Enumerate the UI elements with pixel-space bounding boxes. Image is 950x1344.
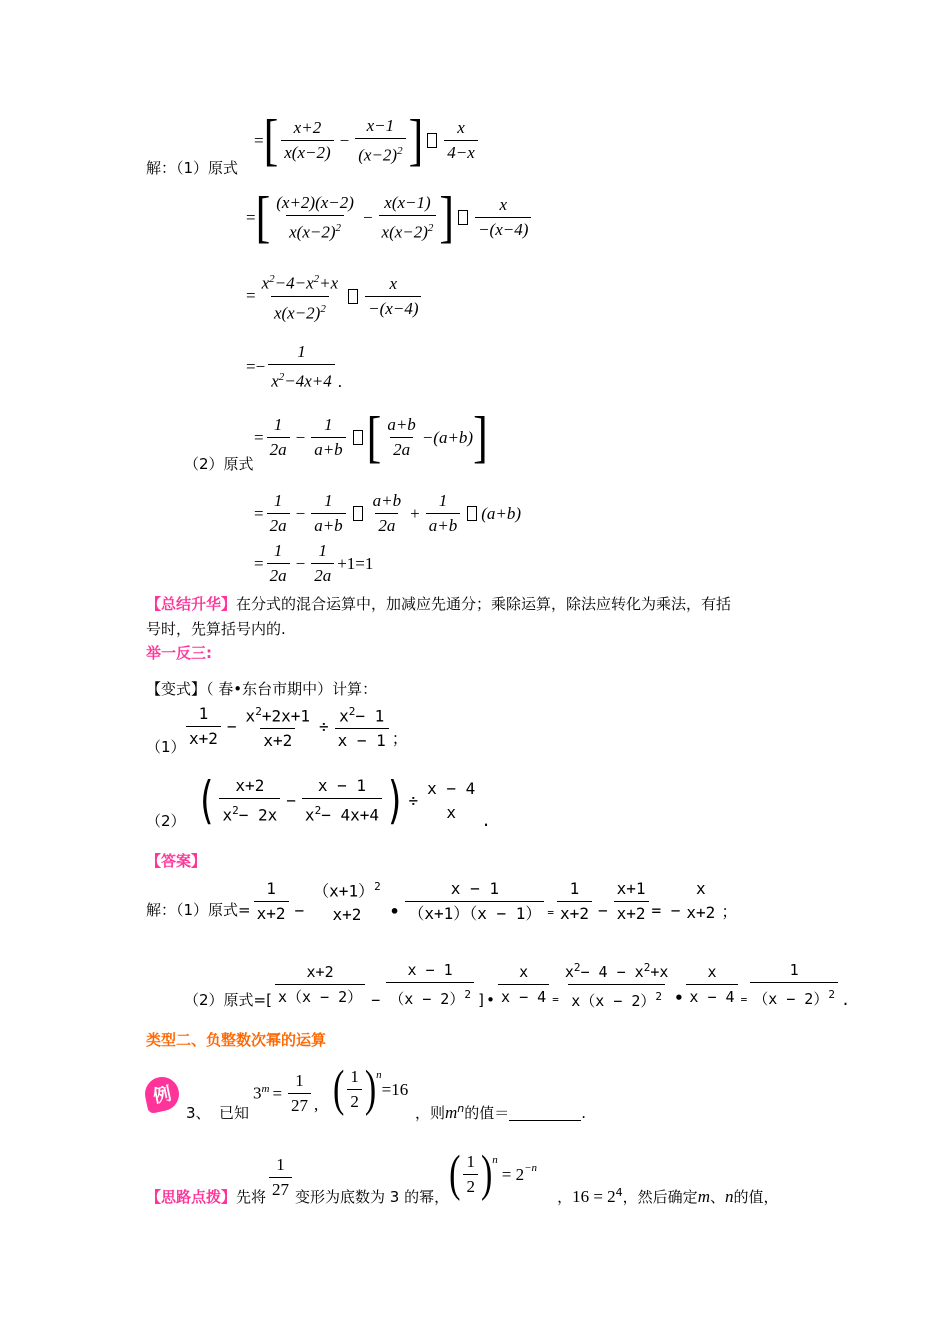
divide: ÷ bbox=[408, 791, 419, 810]
missing-glyph-box bbox=[467, 506, 477, 521]
example-badge: 例 bbox=[142, 1074, 182, 1114]
fraction: $\frac{1}{2a}$ bbox=[311, 540, 334, 587]
missing-glyph-box bbox=[353, 430, 363, 445]
equals: = bbox=[547, 905, 555, 919]
fraction: $\frac{1}{a+b}$ bbox=[311, 414, 345, 461]
fraction: $\frac{1}{x^2-4x+4}$ bbox=[268, 341, 335, 393]
answer-2 bbox=[184, 957, 850, 1012]
dot: • bbox=[674, 988, 684, 1007]
fraction: $\frac{1}{2}$ bbox=[463, 1151, 478, 1198]
answer-1 bbox=[146, 876, 737, 926]
answer-2-expression bbox=[272, 957, 850, 1012]
equation-line-7 bbox=[254, 540, 373, 587]
missing-glyph-box bbox=[427, 133, 437, 148]
fraction: $\frac{x+2}{x^2- 2x}$ bbox=[219, 775, 280, 826]
answer-tag: 【答案】 bbox=[146, 852, 207, 870]
solution-label: 解：（1）原式 bbox=[146, 159, 239, 177]
variant-tag: 【变式】 bbox=[146, 680, 207, 698]
equals-minus: =− bbox=[246, 356, 266, 376]
fraction: $\frac{x(x-1)}{x(x-2)^2}$ bbox=[379, 192, 437, 244]
fraction: $\frac{1}{2}$ bbox=[347, 1066, 362, 1113]
paren-close: ) bbox=[364, 1061, 377, 1117]
question-2 bbox=[196, 771, 491, 830]
missing-glyph-box bbox=[348, 289, 358, 304]
period: . bbox=[337, 371, 342, 391]
fraction: $\frac{1}{27}$ bbox=[269, 1154, 292, 1201]
fraction: $\frac{1}{a+b}$ bbox=[426, 490, 460, 537]
variant-source: （ 春•东台市期中）计算： bbox=[206, 680, 378, 698]
summary-tag: 【总结升华】 bbox=[146, 595, 237, 613]
fraction: $\frac{x}{4-x}$ bbox=[444, 117, 478, 164]
equals: = bbox=[254, 427, 264, 447]
bracket-close: ] bbox=[439, 185, 455, 250]
bracket-close: ] bbox=[473, 405, 488, 469]
equals: = bbox=[254, 553, 264, 573]
minus: − bbox=[597, 900, 608, 920]
paren-close: ) bbox=[384, 770, 406, 831]
fraction: $\frac{x - 1}{x^2- 4x+4}$ bbox=[302, 775, 382, 826]
fraction: $\frac{x - 1}{(x - 2)^2}$ bbox=[386, 959, 474, 1010]
term: +1=1 bbox=[337, 553, 374, 573]
fraction: $\frac{x+2}{x(x - 2)}$ bbox=[275, 961, 365, 1008]
minus: − bbox=[226, 717, 237, 737]
minus: − bbox=[294, 900, 305, 920]
paren-open: ( bbox=[196, 770, 217, 831]
hint-power: ( $\frac{1}{2}$ ) n = 2 −n bbox=[449, 1146, 538, 1202]
fraction: $\frac{1}{2a}$ bbox=[267, 540, 290, 587]
bracket-close: ] bbox=[408, 108, 424, 173]
fraction: $\frac{x}{x - 4}$ bbox=[498, 961, 549, 1008]
equals: = bbox=[254, 503, 264, 523]
equals-minus: = − bbox=[651, 900, 681, 920]
fraction: $\frac{x-1}{(x-2)^2}$ bbox=[355, 115, 405, 167]
fraction: $\frac{1}{27}$ bbox=[288, 1070, 311, 1117]
answer-2-label: （2）原式=[ bbox=[184, 991, 272, 1009]
fraction: $\frac{(x+2)(x-2)}{x(x-2)^2}$ bbox=[276, 193, 354, 242]
fraction: $\frac{1}{2a}$ bbox=[267, 414, 290, 461]
minus: − bbox=[371, 990, 381, 1009]
period: . bbox=[481, 811, 491, 830]
fraction: $\frac{x+2}{x(x-2)}$ bbox=[281, 117, 333, 164]
fraction: $\frac{x}{-(x-4)}$ bbox=[475, 194, 531, 241]
fraction: $(x+1)^2$ x+2 bbox=[313, 880, 381, 925]
q1-label: （1） bbox=[146, 738, 186, 756]
minus: − bbox=[286, 791, 296, 810]
summary-line-2: 号时，先算括号内的. bbox=[146, 620, 286, 638]
summary-line-1 bbox=[146, 593, 731, 614]
example-equation-2: ( $\frac{1}{2}$ ) n =16 bbox=[333, 1061, 409, 1117]
fraction: $\frac{x}{x - 4}$ bbox=[686, 961, 737, 1008]
fraction: $\frac{x^2- 4 - x^2+x}{x(x - 2)^2}$ bbox=[564, 961, 669, 1010]
equals: = bbox=[246, 207, 256, 227]
q2-label: （2） bbox=[146, 812, 186, 830]
hint-tag: 【思路点拨】 bbox=[146, 1188, 237, 1206]
term: −(a+b) bbox=[421, 427, 474, 447]
missing-glyph-box bbox=[353, 506, 363, 521]
divide: ÷ bbox=[318, 717, 329, 737]
example-given: 已知 bbox=[219, 1104, 250, 1122]
fraction: $\frac{a+b}{2a}$ bbox=[372, 491, 402, 535]
variant-line bbox=[146, 678, 377, 699]
equation-line-4 bbox=[246, 341, 342, 393]
comma: , bbox=[314, 1094, 319, 1114]
bracket-open: [ bbox=[255, 185, 271, 250]
type2-heading: 类型二、负整数次幂的运算 bbox=[146, 1031, 327, 1049]
fraction: $\frac{x+1}{x+2}$ bbox=[614, 878, 649, 925]
example-question: ，则$m^n$的值＝ . bbox=[415, 1102, 587, 1122]
dot: • bbox=[389, 901, 400, 921]
minus: − bbox=[339, 130, 350, 150]
bracket-close: ]• bbox=[476, 990, 496, 1009]
fraction: $\frac{x - 1}{(x+1)(x - 1)}$ bbox=[405, 878, 544, 925]
practice-heading: 举一反三: bbox=[146, 644, 212, 662]
fraction: $\frac{1}{x+2}$ bbox=[254, 878, 289, 925]
summary-text: 在分式的混合运算中，加减应先通分；乘除运算，除法应转化为乘法，有括 bbox=[236, 595, 732, 613]
term: (a+b) bbox=[481, 503, 522, 523]
semicolon: ； bbox=[721, 901, 738, 921]
answer-blank[interactable] bbox=[509, 1106, 581, 1121]
minus: − bbox=[295, 503, 306, 523]
equation-line-5 bbox=[254, 405, 488, 469]
fraction: x − 4 x bbox=[427, 778, 476, 822]
period: . bbox=[840, 990, 850, 1009]
fraction: $\frac{x^2+2x+1}{x+2}$ bbox=[245, 705, 310, 751]
fraction: $\frac{1}{2a}$ bbox=[267, 490, 290, 537]
plus: + bbox=[410, 503, 420, 523]
fraction: $\frac{x}{-(x-4)}$ bbox=[365, 273, 421, 320]
hint-line: 【思路点拨】先将 $\frac{1}{27}$ 变形为底数为 3 的幂， ( $\frac{1}{2}$ ) n = 2 −n ，$16 = 2^4$，然后确定m、n的值， bbox=[146, 1146, 779, 1206]
paren-open: ( bbox=[333, 1061, 345, 1117]
equation-line-1 bbox=[254, 108, 481, 173]
fraction: $\frac{1}{x+2}$ bbox=[186, 703, 221, 750]
equals: = bbox=[254, 130, 264, 150]
equation-line-3 bbox=[246, 268, 424, 324]
missing-glyph-box bbox=[458, 210, 468, 225]
part2-label: （2）原式 bbox=[184, 455, 254, 473]
minus: − bbox=[295, 427, 306, 447]
bracket-open: [ bbox=[263, 108, 279, 173]
semicolon: ； bbox=[391, 729, 408, 749]
answer-1-expression bbox=[251, 876, 738, 926]
equals: = bbox=[246, 286, 256, 306]
answer-1-label: 解：（1）原式= bbox=[146, 900, 251, 919]
fraction: $\frac{a+b}{2a}$ bbox=[387, 415, 416, 459]
example-equation-1: 3$^m$ = $\frac{1}{27}$ , bbox=[253, 1071, 319, 1115]
minus: − bbox=[295, 553, 306, 573]
equals: = bbox=[552, 993, 559, 1006]
fraction: $\frac{1}{a+b}$ bbox=[311, 490, 345, 537]
fraction: $\frac{x^2- 1}{x - 1}$ bbox=[335, 701, 389, 752]
fraction: $\frac{x^2-4-x^2+x}{x(x-2)^2}$ bbox=[261, 273, 339, 323]
equation-line-6 bbox=[254, 490, 521, 537]
equation-line-2 bbox=[246, 185, 534, 250]
equals: = bbox=[740, 993, 748, 1006]
fraction: x x+2 bbox=[686, 879, 716, 923]
example-number: 3、 bbox=[186, 1104, 211, 1122]
fraction: $\frac{1}{x+2}$ bbox=[557, 878, 592, 925]
minus: − bbox=[362, 207, 373, 227]
bracket-open: [ bbox=[366, 405, 382, 469]
fraction: $\frac{1}{(x - 2)^2}$ bbox=[750, 959, 838, 1010]
question-1 bbox=[183, 701, 408, 752]
